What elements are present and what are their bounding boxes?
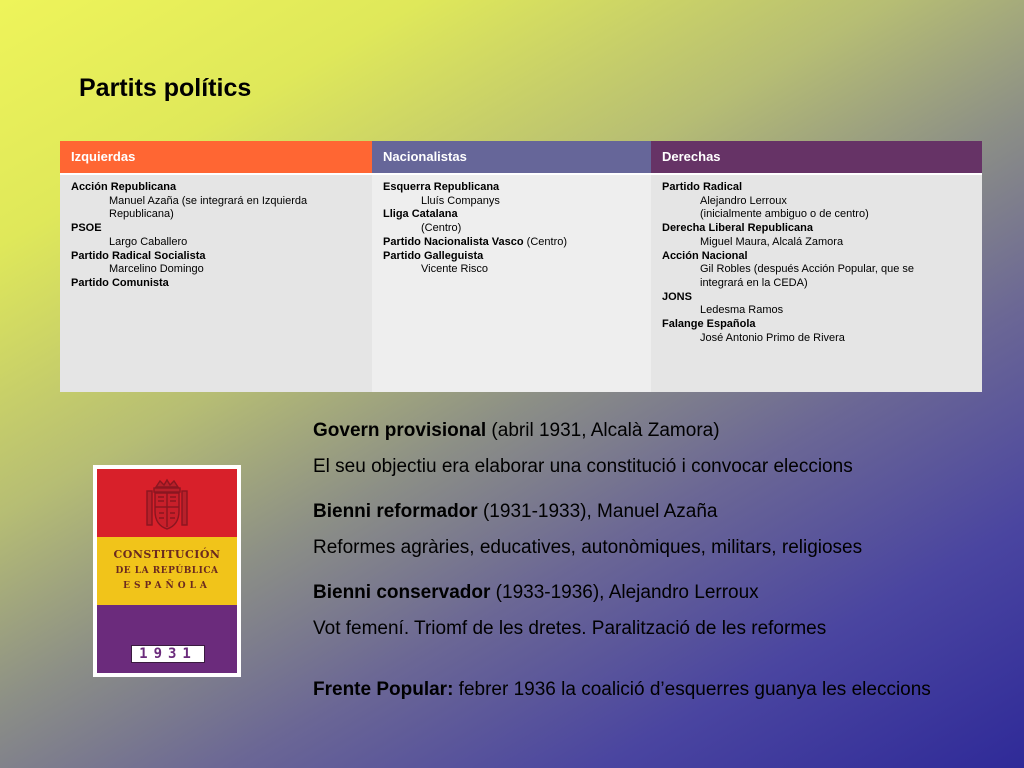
column-body [651, 175, 982, 392]
party-leader: (inicialmente ambiguo o de centro) [700, 208, 869, 221]
period-text: Reformes agràries, educatives, autonòmiques, militars, religioses [313, 537, 863, 558]
party-name: Derecha Liberal Republicana [662, 222, 813, 235]
period-line [313, 679, 931, 701]
party-name: Partido Nacionalista Vasco [383, 235, 524, 248]
poster-year: 1931 [131, 645, 205, 663]
party-name: Esquerra Republicana [383, 181, 500, 193]
party-leader: José Antonio Primo de Rivera [700, 331, 845, 344]
period-line [313, 501, 717, 523]
party-name: JONS [662, 290, 692, 303]
party-leader: Largo Caballero [109, 235, 188, 248]
column-header: Derechas [651, 141, 982, 175]
column-derechas [651, 141, 982, 392]
party-leader: integrará en la CEDA) [700, 276, 808, 289]
party-leader: Ledesma Ramos [700, 304, 784, 317]
party-entry [71, 277, 362, 291]
party-leader: (Centro) [421, 222, 462, 235]
party-entry [662, 291, 972, 305]
party-name: Partido Galleguista [383, 249, 484, 262]
party-entry [662, 222, 972, 236]
period-text: Vot femení. Triomf de les dretes. Paralització de les reformes [313, 618, 827, 639]
party-entry [662, 318, 972, 332]
poster-line-2: DE LA REPÚBLICA [115, 566, 219, 576]
party-name: Lliga Catalana [383, 208, 458, 221]
party-entry [662, 250, 972, 264]
period-text: (1933-1936), Alejandro Lerroux [490, 582, 759, 603]
column-nacionalistas [372, 141, 651, 392]
party-name: Acción Republicana [71, 181, 177, 193]
column-header: Izquierdas [60, 141, 372, 175]
party-leader: Alejandro Lerroux [700, 194, 787, 207]
period-line [313, 618, 826, 640]
column-body [60, 175, 372, 392]
period-text: (abril 1931, Alcalà Zamora) [486, 420, 720, 441]
poster-yellow-band [97, 537, 237, 605]
party-entry [383, 208, 641, 222]
parties-table [60, 141, 982, 392]
party-name: Falange Española [662, 318, 756, 331]
poster-line-3: ESPAÑOLA [123, 581, 211, 591]
party-entry [71, 222, 362, 236]
party-leader: Lluís Companys [421, 194, 500, 207]
period-line [313, 420, 720, 442]
poster-red-band [97, 469, 237, 537]
column-header: Nacionalistas [372, 141, 651, 175]
period-line [313, 537, 862, 559]
party-name: PSOE [71, 222, 102, 235]
period-line [313, 456, 853, 478]
party-leader: Marcelino Domingo [109, 263, 204, 276]
period-bold: Bienni conservador [313, 582, 491, 603]
period-text: El seu objectiu era elaborar una constitució i convocar eleccions [313, 456, 853, 477]
party-leader: Gil Robles (después Acción Popular, que se [700, 263, 915, 276]
party-note: (Centro) [523, 235, 568, 248]
period-text: (1931-1933), Manuel Azaña [477, 501, 718, 522]
party-entry [383, 250, 641, 264]
period-bold: Frente Popular: [313, 679, 454, 700]
party-name: Partido Radical [662, 181, 743, 193]
party-name: Partido Comunista [71, 276, 169, 289]
party-leader: Vicente Risco [421, 263, 489, 276]
party-name: Partido Radical Socialista [71, 249, 206, 262]
party-name: Acción Nacional [662, 249, 748, 262]
poster-line-1: CONSTITUCIÓN [113, 548, 221, 561]
period-bold: Bienni reformador [313, 501, 478, 522]
period-text: febrer 1936 la coalició d’esquerres guanya les eleccions [453, 679, 931, 700]
constitution-poster-image [93, 465, 241, 677]
party-entry [662, 181, 972, 195]
column-izquierdas [60, 141, 372, 392]
column-body [372, 175, 651, 392]
party-entry [71, 181, 362, 195]
party-entry [71, 250, 362, 264]
party-entry [383, 236, 641, 250]
poster-purple-band [97, 605, 237, 673]
coat-of-arms-icon [144, 477, 190, 533]
party-leader: Miguel Maura, Alcalá Zamora [700, 235, 844, 248]
period-bold: Govern provisional [313, 420, 487, 441]
slide-title: Partits polítics [79, 74, 252, 102]
period-line [313, 582, 759, 604]
party-entry [383, 181, 641, 195]
party-leader: Republicana) [109, 208, 174, 221]
party-leader: Manuel Azaña (se integrará en Izquierda [109, 194, 308, 207]
